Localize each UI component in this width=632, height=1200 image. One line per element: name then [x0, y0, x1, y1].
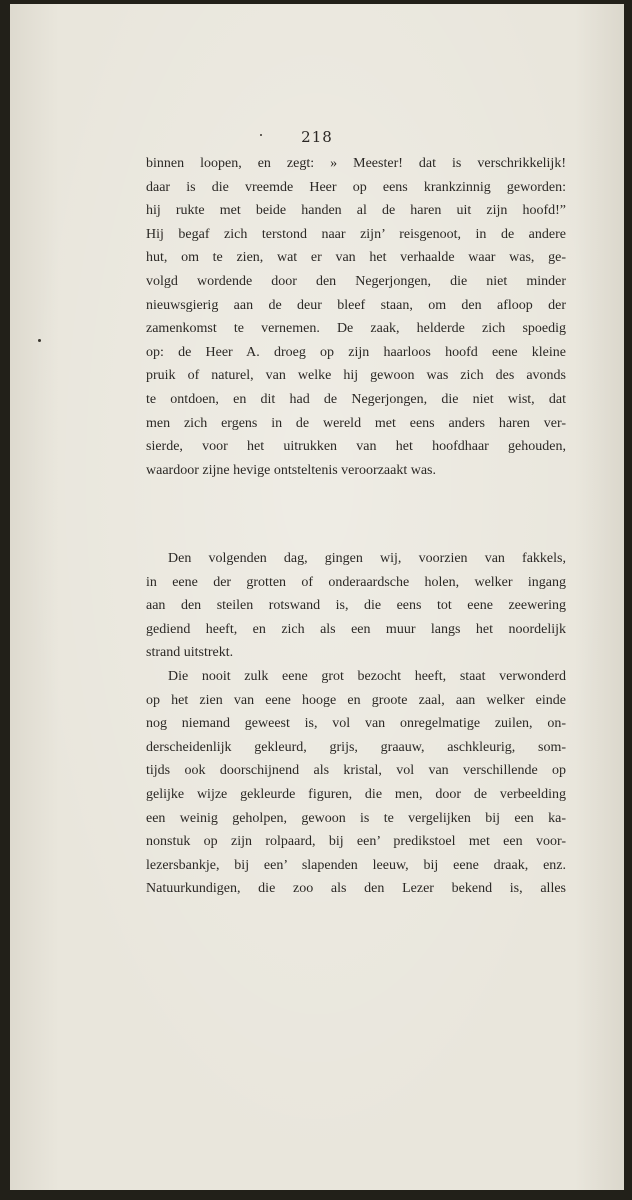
- paper-speck: [260, 134, 262, 136]
- text-line: Natuurkundigen, die zoo als den Lezer bekend is, alles: [146, 881, 566, 897]
- text-line: pruik of naturel, van welke hij gewoon was zich des avonds: [146, 368, 566, 384]
- text-line: op het zien van eene hooge en groote zaal, aan welker einde: [146, 692, 566, 708]
- text-line: nog niemand geweest is, vol van onregelmatige zuilen, on-: [146, 716, 566, 732]
- paper-speck: [38, 339, 41, 342]
- text-line: te ontdoen, en dit had de Negerjongen, die niet wist, dat: [146, 391, 566, 407]
- text-line: sierde, voor het uitrukken van het hoofdhaar gehouden,: [146, 439, 566, 455]
- text-line: gelijke wijze gekleurde figuren, die men, door de verbeelding: [146, 786, 566, 802]
- text-line: daar is die vreemde Heer op eens krankzinnig geworden:: [146, 179, 566, 195]
- text-line: binnen loopen, en zegt: » Meester! dat is verschrikkelijk!: [146, 156, 566, 171]
- text-line: strand uitstrekt.: [146, 645, 234, 661]
- text-line: aan den steilen rotswand is, die eens tot eene zeewering: [146, 598, 566, 614]
- text-line: zamenkomst te vernemen. De zaak, helderde zich spoedig: [146, 321, 566, 337]
- text-line: waardoor zijne hevige ontsteltenis veroorzaakt was.: [146, 462, 437, 478]
- page-number: 218: [301, 128, 333, 146]
- text-line: een weinig geholpen, gewoon is te vergelijken bij een ka-: [146, 810, 566, 826]
- paragraph-2: [146, 547, 566, 901]
- text-line: men zich ergens in de wereld met eens anders haren ver-: [146, 415, 566, 431]
- text-line: derscheidenlijk gekleurd, grijs, graauw, aschkleurig, som-: [146, 739, 566, 755]
- text-line: nonstuk op zijn rolpaard, bij een’ predikstoel met een voor-: [146, 834, 566, 850]
- text-line: nieuwsgierig aan de deur bleef staan, om den afloop der: [146, 297, 566, 313]
- text-line: Die nooit zulk eene grot bezocht heeft, staat verwonderd: [168, 668, 566, 684]
- text-line: Den volgenden dag, gingen wij, voorzien van fakkels,: [168, 551, 566, 566]
- text-line: hij rukte met beide handen al de haren uit zijn hoofd!”: [146, 203, 566, 219]
- text-line: lezersbankje, bij een’ slapenden leeuw, bij eene draak, enz.: [146, 857, 566, 873]
- text-line: Hij begaf zich terstond naar zijn’ reisgenoot, in de andere: [146, 226, 566, 242]
- book-page: [10, 4, 624, 1190]
- text-line: tijds ook doorschijnend als kristal, vol van verschillende op: [146, 763, 566, 779]
- paragraph-1: [146, 152, 566, 482]
- text-line: op: de Heer A. droeg op zijn haarloos hoofd eene kleine: [146, 344, 566, 360]
- text-line: gediend heeft, en zich als een muur langs het noordelijk: [146, 621, 566, 637]
- text-line: volgd wordende door den Negerjongen, die niet minder: [146, 273, 566, 289]
- text-line: hut, om te zien, wat er van het verhaalde waar was, ge-: [146, 250, 566, 266]
- text-line: in eene der grotten of onderaardsche holen, welker ingang: [146, 574, 566, 590]
